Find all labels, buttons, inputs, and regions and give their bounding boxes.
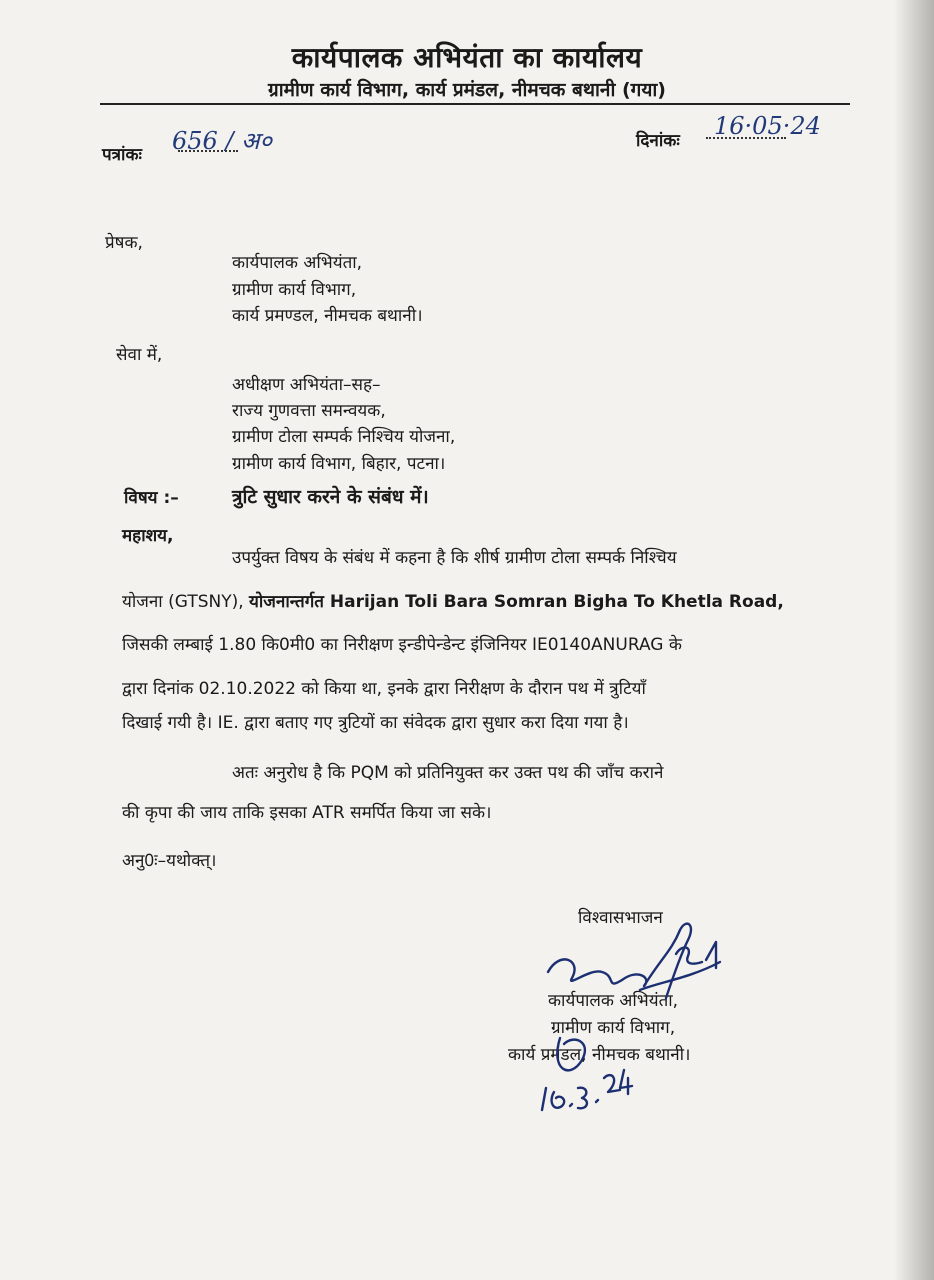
designation-line: ग्रामीण कार्य विभाग, [551,1018,676,1038]
office-title: कार्यपालक अभियंता का कार्यालय [291,41,643,74]
enclosure-note: अनु0ः–यथोक्त्। [122,851,217,871]
reference-number: 656 / अ० [172,127,272,155]
date-value: 16·05·24 [714,112,821,140]
recipient-line: राज्य गुणवत्ता समन्वयक, [232,401,386,421]
recipient-line: ग्रामीण कार्य विभाग, बिहार, पटना। [232,454,446,474]
page-edge-shadow [894,0,934,1280]
body-text: योजना (GTSNY), [122,592,250,612]
body-line [122,589,784,612]
recipient-line: अधीक्षण अभियंता–सह– [232,375,381,395]
designation-line: कार्य प्रमंडल, नीमचक बथानी। [508,1045,691,1065]
office-subtitle: ग्रामीण कार्य विभाग, कार्य प्रमंडल, नीमचक बथानी (गया) [267,79,666,101]
body-line: की कृपा की जाय ताकि इसका ATR समर्पित किया जा सके। [122,803,492,823]
road-name: योजनान्तर्गत Harijan Toli Bara Somran Bigha To Khetla Road, [249,592,784,612]
designation-line: कार्यपालक अभियंता, [548,991,679,1011]
body-line: जिसकी लम्बाई 1.80 कि0मी0 का निरीक्षण इन्डीपेन्डेन्ट इंजिनियर IE0140ANURAG के [122,635,682,655]
reference-label: पत्रांकः [102,145,142,165]
date-label: दिनांकः [636,131,680,151]
sender-line: कार्य प्रमण्डल, नीमचक बथानी। [232,306,423,326]
sender-label: प्रेषक, [105,233,143,253]
body-line: द्वारा दिनांक 02.10.2022 को किया था, इनके द्वारा निरीक्षण के दौरान पथ में त्रुटियाँ [122,679,646,699]
header-divider [100,103,850,105]
body-line: अतः अनुरोध है कि PQM को प्रतिनियुक्त कर उक्त पथ की जाँच कराने [232,763,664,783]
body-line: उपर्युक्त विषय के संबंध में कहना है कि शीर्ष ग्रामीण टोला सम्पर्क निश्चिय [232,548,677,568]
sender-line: कार्यपालक अभियंता, [232,253,363,273]
recipient-line: ग्रामीण टोला सम्पर्क निश्चिय योजना, [232,427,456,447]
body-line: दिखाई गयी है। IE. द्वारा बताए गए त्रुटियों का संवेदक द्वारा सुधार करा दिया गया है। [122,713,629,733]
handwritten-signature [520,920,760,1130]
recipient-label: सेवा में, [116,345,163,365]
salutation: महाशय, [122,526,174,546]
closing-regards: विश्वासभाजन [578,908,663,928]
subject-text: त्रुटि सुधार करने के संबंध में। [232,486,429,508]
subject-label: विषय :– [124,488,179,508]
sender-line: ग्रामीण कार्य विभाग, [232,280,357,300]
